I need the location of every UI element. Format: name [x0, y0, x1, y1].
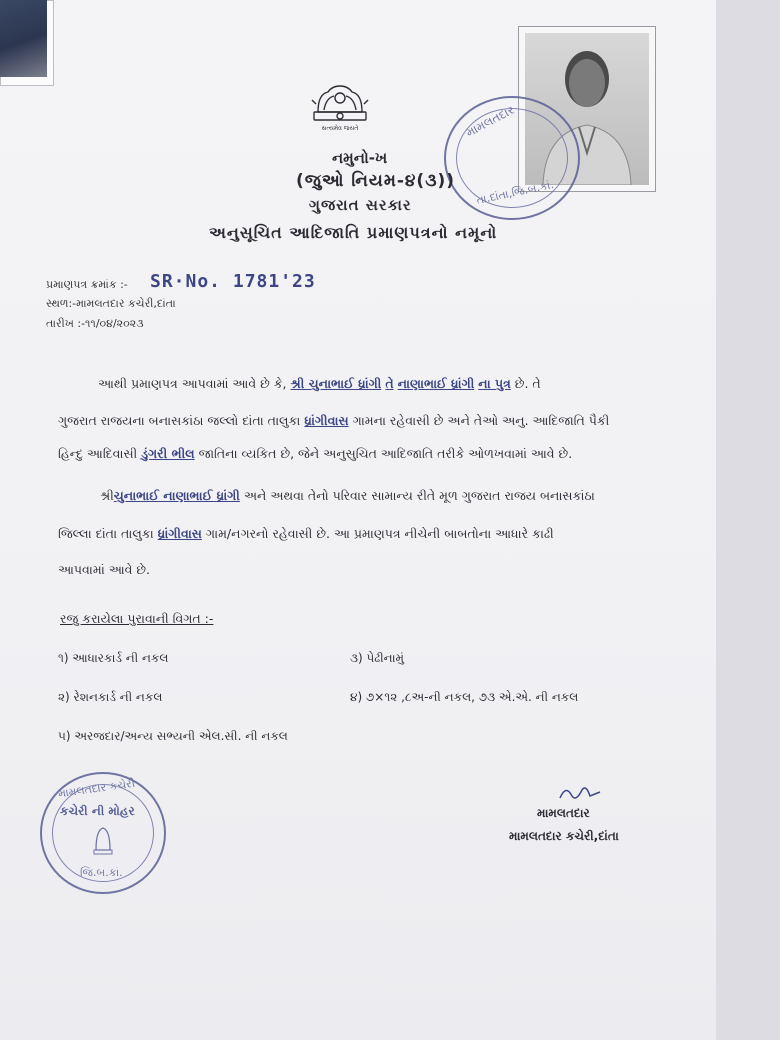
evidence-item-5: ૫) અરજદાર/અન્ય સભ્યની એલ.સી. ની નકલ: [58, 729, 288, 743]
para1-line1: આથી પ્રમાણપત્ર આપવામાં આવે છે કે, શ્રી ચુનાભાઈ ધ્રાંગી તે નાણાભાઈ ધ્રાંગી ના પુત્ર છે. તે: [98, 376, 541, 391]
para2-line1: શ્રીચુનાભાઈ નાણાભાઈ ધ્રાંગી અને અથવા તેનો પરિવાર સામાન્ય રીતે મૂળ ગુજરાત રાજય બનાસકાંઠા: [100, 488, 595, 503]
certificate-title: અનુસૂચિત આદિજાતિ પ્રમાણપત્રનો નમૂનો: [209, 223, 498, 242]
corner-photo-image: [0, 0, 47, 77]
village-name: ધ્રાંગીવાસ: [304, 413, 349, 428]
office-seal-top: [444, 96, 580, 220]
evidence-item-4: ૪) ૭×૧૨ ,૮અ-ની નકલ, ૭૩ એ.એ. ની નકલ: [350, 690, 579, 704]
place-line: સ્થળ:-મામલતદાર કચેરી,દાંતા: [46, 297, 176, 310]
evidence-item-2: ૨) રેશનકાર્ડ ની નકલ: [58, 690, 163, 704]
applicant-name: શ્રી ચુનાભાઈ ધ્રાંગી: [290, 376, 382, 391]
evidence-item-1: ૧) આધારકાર્ડ ની નકલ: [58, 651, 169, 665]
seal2-top-text: મામલતદાર કચેરી: [57, 776, 136, 801]
cert-no-label: પ્રમાણપત્ર ક્રમાંક :-: [46, 278, 128, 291]
rule-reference: (જુઓ નિયમ-૪(૩)): [296, 171, 456, 191]
emblem-caption: સત્યમેવ જયતે: [321, 125, 359, 132]
signatory-designation: મામલતદાર: [537, 806, 590, 820]
evidence-title: રજુ કરાયેલા પુરાવાની વિગત :-: [60, 611, 214, 626]
cert-no-value: SR·No. 1781'23: [150, 271, 316, 292]
background-edge: [716, 0, 780, 1040]
seal2-bottom-text: જિ.બ.કાં.: [80, 866, 123, 879]
emblem-small-icon: [90, 822, 116, 856]
father-name: નાણાભાઈ ધ્રાંગી: [397, 376, 475, 391]
national-emblem-icon: [304, 82, 376, 134]
para2-line2: જિલ્લા દાંતા તાલુકા ધ્રાંગીવાસ ગામ/નગરનો રહેવાસી છે. આ પ્રમાણપત્ર નીચેની બાબતોના આધારે કાઢી: [58, 526, 554, 541]
seal-top-text: મામલતદાર: [463, 102, 517, 140]
signatory-office: મામલતદાર કચેરી,દાંતા: [509, 829, 619, 843]
seal-bottom-text: તા.દાંતા,જિ.બ.કાં.: [475, 177, 555, 208]
date-line: તારીખ :-૧૧/૦૪/૨૦૨૩: [46, 317, 144, 330]
para1-line2: ગુજરાત રાજયના બનાસકાંઠા જલ્લો દાંતા તાલુકા ધ્રાંગીવાસ ગામના રહેવાસી છે અને તેઓ અનુ. આદિજાતિ પૈકી: [58, 413, 610, 428]
tribe-name: ડુંગરી ભીલ: [141, 446, 195, 461]
para2-line3: આપવામાં આવે છે.: [58, 562, 151, 577]
para1-line3: હિન્દુ આદિવાસી ડુંગરી ભીલ જાતિના વ્યકિત છે, જેને અનુસુચિત આદિજાતિ તરીકે ઓળખવામાં આવે છે.: [58, 446, 573, 461]
corner-photo: [0, 0, 54, 86]
applicant-full-name: ચુનાભાઈ નાણાભાઈ ધ્રાંગી: [113, 488, 240, 503]
seal2-center-text: કચેરી ની મોહર: [60, 804, 135, 818]
office-seal-bottom: [40, 772, 166, 894]
signature-scribble-icon: [556, 782, 604, 804]
form-label: નમુનો-ખ: [332, 149, 388, 167]
government-name: ગુજરાત સરકાર: [309, 196, 412, 214]
evidence-item-3: ૩) પેઢીનામું: [350, 651, 405, 665]
